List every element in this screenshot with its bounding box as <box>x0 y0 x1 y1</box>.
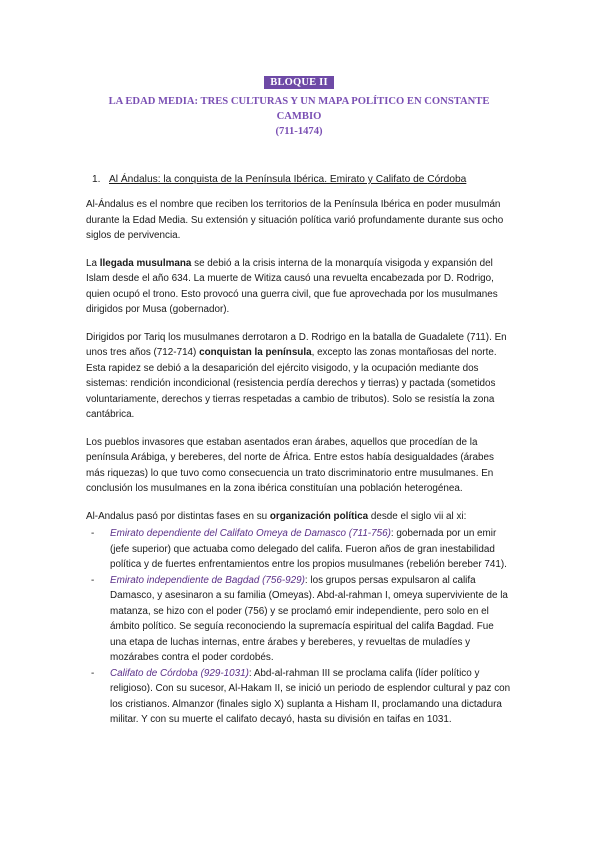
paragraph-conquest-bold: conquistan la península <box>199 347 312 358</box>
paragraph-intro: Al-Ándalus es el nombre que reciben los territorios de la Península Ibérica en poder musulmán durante la Edad Media. Su extensión y situación política varió profundamente durante sus ocho siglos de pervivencia. <box>86 199 504 241</box>
page-title <box>86 94 512 139</box>
phases-list <box>86 526 512 728</box>
paragraph-arrival-a: La <box>86 257 100 269</box>
paragraph-peoples: Los pueblos invasores que estaban asentados eran árabes, aquellos que procedían de la península Arábiga, y bereberes, del norte de África. Entre estos había desigualdades (árabes más riquezas) lo que tuvo como consecuencia un trato discriminatorio entre musulmanes. En conclusión los musulmanes en la zona ibérica constituían una población heterogénea. <box>86 436 494 494</box>
phase-title: Califato de Córdoba (929-1031) <box>110 667 249 679</box>
paragraph-arrival-bold: llegada musulmana <box>99 257 192 269</box>
section-heading <box>92 173 512 187</box>
paragraph-conquest <box>86 330 512 423</box>
phase-text: : los grupos persas expulsaron al califa Damasco, y asesinaron a su familia (Omeyas). Abd-al-rahman I, omeya superviviente de la matanza, se hizo con el poder (756) y se proclamó emir independiente, pero solo en el ámbito político. Se seguía reconociendo la supremacía espiritual del califa Bagdad. Fue una etapa de luchas internas, entre árabes y bereberes, y revueltas de muladíes y mozárabes contra el poder cordobés. <box>110 574 508 663</box>
list-item <box>86 526 512 573</box>
badge-container <box>86 0 512 90</box>
block-badge: BLOQUE II <box>264 76 334 89</box>
title-line-1: LA EDAD MEDIA: TRES CULTURAS Y UN MAPA POLÍTICO EN CONSTANTE CAMBIO <box>108 96 490 122</box>
paragraph-arrival-c: se debió a la crisis interna de la monarquía visigoda y expansión del Islam desde el año 634. La muerte de Witiza causó una revuelta encabezada por D. Rodrigo, quien ocupó el trono. Esto provocó una guerra civil, que fue aprovechada por los musulmanes dirigidos por Musa (gobernador). <box>86 257 498 315</box>
paragraph-conquest-a: Dirigidos por Tariq los musulmanes derrotaron a D. Rodrigo en la batalla de Guadalete (711). En unos tres años (712-714) <box>86 331 507 358</box>
phase-title: Emirato independiente de Bagdad (756-929) <box>110 574 305 586</box>
section-heading-text: Al Ándalus: la conquista de la Península Ibérica. Emirato y Califato de Córdoba <box>109 174 467 185</box>
paragraph-phases-bold: organización política <box>269 510 369 522</box>
phase-title: Emirato dependiente del Califato Omeya de Damasco (711-756) <box>110 528 391 539</box>
paragraph-conquest-c: , excepto las zonas montañosas del norte. Esta rapidez se debió a la desaparición del ejército visigodo, y la ocupación mediante dos sistemas: rendición incondicional (resistencia perdía derechos y tierras) y pactada (sometidos voluntariamente, derechos y tierras respetadas a cambio de tributos). Solo se resistía la zona cantábrica. <box>86 347 497 420</box>
paragraph-phases-intro <box>86 509 512 525</box>
title-line-2: (711-1474) <box>275 126 323 137</box>
list-item <box>86 666 512 728</box>
phase-text: : gobernada por un emir (jefe superior) que actuaba como delegado del califa. Fueron años de gran inestabilidad política y de fuertes enfrentamientos entre los propios musulmanes (rebelión bereber 741). <box>110 528 507 570</box>
list-item <box>86 573 512 666</box>
paragraph-arrival <box>86 256 512 318</box>
paragraph-phases-a: Al-Andalus pasó por distintas fases en su <box>86 510 270 522</box>
paragraph-phases-c: desde el siglo vii al xi: <box>368 510 467 522</box>
phase-text: : Abd-al-rahman III se proclama califa (líder político y religioso). Con su sucesor, Al-Hakam II, se inició un periodo de esplendor cultural y paz con los cristianos. Almanzor (finales siglo X) suplanta a Hisham II, proclamando una dictadura militar. Y con su muerte el califato decayó, hasta su división en taifas en 1031. <box>110 667 511 725</box>
section-number: 1. <box>92 174 101 185</box>
